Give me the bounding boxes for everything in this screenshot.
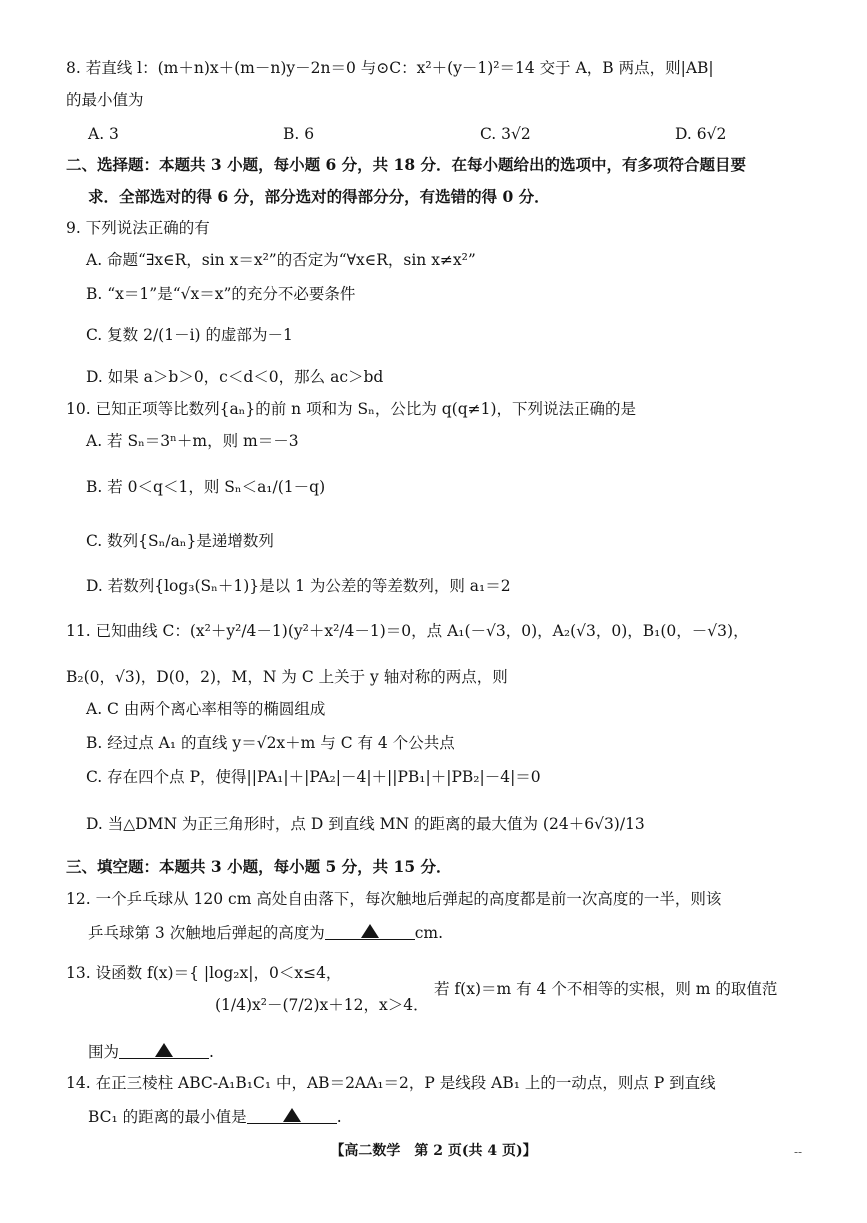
q8-option-a: A. 3 bbox=[88, 125, 119, 143]
q11-option-c: C. 存在四个点 P，使得||PA₁|＋|PA₂|－4|＋||PB₁|＋|PB₂|－4|＝0 bbox=[86, 768, 541, 786]
q11-stem-line2: B₂(0，√3)，D(0，2)，M，N 为 C 上关于 y 轴对称的两点，则 bbox=[66, 668, 508, 686]
q13-text-before-blank: 围为 bbox=[88, 1043, 120, 1061]
footer-mark: -- bbox=[794, 1145, 803, 1159]
q10-option-c: C. 数列{Sₙ/aₙ}是递增数列 bbox=[86, 532, 274, 550]
section2-heading-line2: 求．全部选对的得 6 分，部分选对的得部分分，有选错的得 0 分． bbox=[88, 187, 550, 206]
q8-option-d: D. 6√2 bbox=[675, 125, 727, 143]
q10-stem: 10. 已知正项等比数列{aₙ}的前 n 项和为 Sₙ，公比为 q(q≠1)，下列说法正确的是 bbox=[66, 400, 637, 418]
q9-option-c: C. 复数 2/(1－i) 的虚部为－1 bbox=[86, 326, 293, 344]
q9-stem: 9. 下列说法正确的有 bbox=[66, 219, 210, 237]
q9-option-a: A. 命题“∃x∈R，sin x＝x²”的否定为“∀x∈R，sin x≠x²” bbox=[86, 251, 476, 269]
q13-tail: 若 f(x)＝m 有 4 个不相等的实根，则 m 的取值范 bbox=[434, 980, 778, 998]
q14-stem-line2 bbox=[0, 1105, 867, 1127]
q14-stem-line1: 14. 在正三棱柱 ABC-A₁B₁C₁ 中，AB＝2AA₁＝2，P 是线段 AB₁ 上的一动点，则点 P 到直线 bbox=[66, 1074, 716, 1092]
page-footer: 【高二数学 第 2 页(共 4 页)】 bbox=[330, 1143, 537, 1159]
q9-option-b: B. “x＝1”是“√x＝x”的充分不必要条件 bbox=[86, 285, 356, 303]
q13-answer-blank[interactable] bbox=[119, 1040, 209, 1059]
q13-piece1: 13. 设函数 f(x)＝{ |log₂x|，0＜x≤4， bbox=[66, 964, 342, 982]
q8-stem-line1: 8. 若直线 l：(m＋n)x＋(m－n)y－2n＝0 与⊙C：x²＋(y－1)²＝14 交于 A，B 两点，则|AB| bbox=[66, 59, 714, 77]
q11-option-b: B. 经过点 A₁ 的直线 y＝√2x＋m 与 C 有 4 个公共点 bbox=[86, 734, 455, 752]
q13-period: . bbox=[209, 1043, 214, 1061]
q9-option-d: D. 如果 a＞b＞0，c＜d＜0，那么 ac＞bd bbox=[86, 368, 384, 386]
q12-unit: cm. bbox=[414, 924, 444, 942]
q13-piece2: (1/4)x²－(7/2)x＋12，x＞4． bbox=[215, 996, 429, 1014]
triangle-icon bbox=[283, 1108, 301, 1122]
q8-stem-line2: 的最小值为 bbox=[66, 91, 144, 109]
q12-stem-line2 bbox=[0, 921, 867, 943]
q10-option-b: B. 若 0＜q＜1，则 Sₙ＜a₁/(1－q) bbox=[86, 478, 326, 496]
q11-stem-line1: 11. 已知曲线 C：(x²＋y²/4－1)(y²＋x²/4－1)＝0，点 A₁(－√3，0)，A₂(√3，0)，B₁(0，－√3)， bbox=[66, 622, 749, 640]
triangle-icon bbox=[155, 1043, 173, 1057]
triangle-icon bbox=[361, 924, 379, 938]
q14-text-before-blank: BC₁ 的距离的最小值是 bbox=[88, 1108, 247, 1126]
q11-option-a: A. C 由两个离心率相等的椭圆组成 bbox=[86, 700, 326, 718]
q12-answer-blank[interactable] bbox=[325, 921, 415, 940]
q11-option-d: D. 当△DMN 为正三角形时，点 D 到直线 MN 的距离的最大值为 (24＋6√3)/13 bbox=[86, 815, 645, 833]
q8-option-c: C. 3√2 bbox=[480, 125, 531, 143]
section3-heading: 三、填空题：本题共 3 小题，每小题 5 分，共 15 分． bbox=[66, 857, 452, 876]
q14-period: . bbox=[336, 1108, 342, 1126]
q12-stem-line1: 12. 一个乒乓球从 120 cm 高处自由落下，每次触地后弹起的高度都是前一次高度的一半，则该 bbox=[66, 890, 722, 908]
q10-option-d: D. 若数列{log₃(Sₙ＋1)}是以 1 为公差的等差数列，则 a₁＝2 bbox=[86, 577, 511, 595]
q13-stem-line2 bbox=[0, 1040, 867, 1062]
q12-text-before-blank: 乒乓球第 3 次触地后弹起的高度为 bbox=[88, 924, 325, 942]
q8-option-b: B. 6 bbox=[283, 125, 315, 143]
q10-option-a: A. 若 Sₙ＝3ⁿ＋m，则 m＝－3 bbox=[86, 432, 299, 450]
q14-answer-blank[interactable] bbox=[247, 1105, 337, 1124]
section2-heading-line1: 二、选择题：本题共 3 小题，每小题 6 分，共 18 分．在每小题给出的选项中，有多项符合题目要 bbox=[66, 155, 747, 174]
